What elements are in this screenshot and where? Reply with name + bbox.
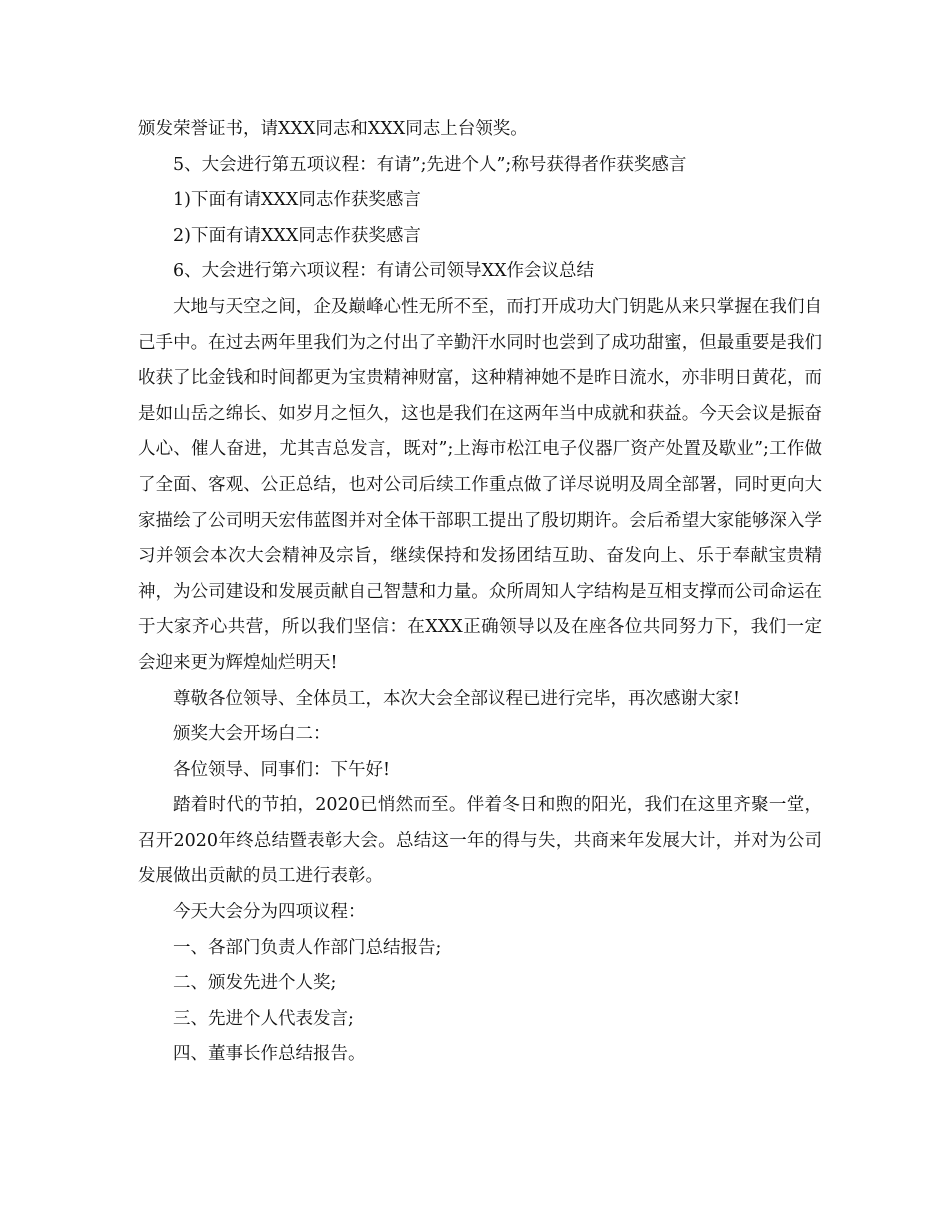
paragraph-speech-1: 1)下面有请XXX同志作获奖感言 [173, 190, 421, 211]
paragraph-opening-two-heading: 颁奖大会开场白二： [173, 724, 331, 745]
paragraph-summary-speech: 大地与天空之间，企及巅峰心性无所不至，而打开成功大门钥匙从来只掌握在我们自己手中。在过去两年里我们为之付出了辛勤汗水同时也尝到了成功甜蜜，但最重要是我们收获了比金钱和时间都更为宝贵精神财富，这种精神她不是昨日流水，亦非明日黄花，而是如山岳之绵长、如岁月之恒久，这也是我们在这两年当中成就和获益。今天会议是振奋人心、催人奋进，尤其吉总发言，既对”;上海市松江电子仪器厂资产处置及歇业”;工作做了全面、客观、公正总结，也对公司后续工作重点做了详尽说明及周全部署，同时更向大家描绘了公司明天宏伟蓝图并对全体干部职工提出了殷切期许。会后希望大家能够深入学习并领会本次大会精神及宗旨，继续保持和发扬团结互助、奋发向上、乐于奉献宝贵精神，为公司建设和发展贡献自己智慧和力量。众所周知人字结构是互相支撑而公司命运在于大家齐心共营，所以我们坚信：在XXX正确领导以及在座各位共同努力下，我们一定会迎来更为辉煌灿烂明天! [138, 296, 822, 673]
paragraph-agenda-1: 一、各部门负责人作部门总结报告; [173, 937, 442, 958]
paragraph-closing: 尊敬各位领导、全体员工，本次大会全部议程已进行完毕，再次感谢大家! [173, 688, 741, 709]
paragraph-agenda-item-5: 5、大会进行第五项议程：有请”;先进个人”;称号获得者作获奖感言 [173, 154, 687, 175]
paragraph-agenda-item-6: 6、大会进行第六项议程：有请公司领导XX作会议总结 [173, 261, 595, 282]
paragraph-agenda-4: 四、董事长作总结报告。 [173, 1044, 366, 1065]
paragraph-agenda-intro: 今天大会分为四项议程： [173, 902, 366, 923]
paragraph-speech-2: 2)下面有请XXX同志作获奖感言 [173, 225, 421, 246]
paragraph-award-certificates: 颁发荣誉证书，请XXX同志和XXX同志上台领奖。 [138, 119, 528, 139]
paragraph-agenda-3: 三、先进个人代表发言; [173, 1008, 354, 1029]
paragraph-agenda-2: 二、颁发先进个人奖; [173, 973, 337, 994]
paragraph-greeting: 各位领导、同事们：下午好! [173, 759, 391, 780]
document-body [138, 112, 822, 1073]
paragraph-intro: 踏着时代的节拍，2020已悄然而至。伴着冬日和煦的阳光，我们在这里齐聚一堂，召开2020年终总结暨表彰大会。总结这一年的得与失，共商来年发展大计，并对为公司发展做出贡献的员工进行表彰。 [138, 795, 822, 887]
